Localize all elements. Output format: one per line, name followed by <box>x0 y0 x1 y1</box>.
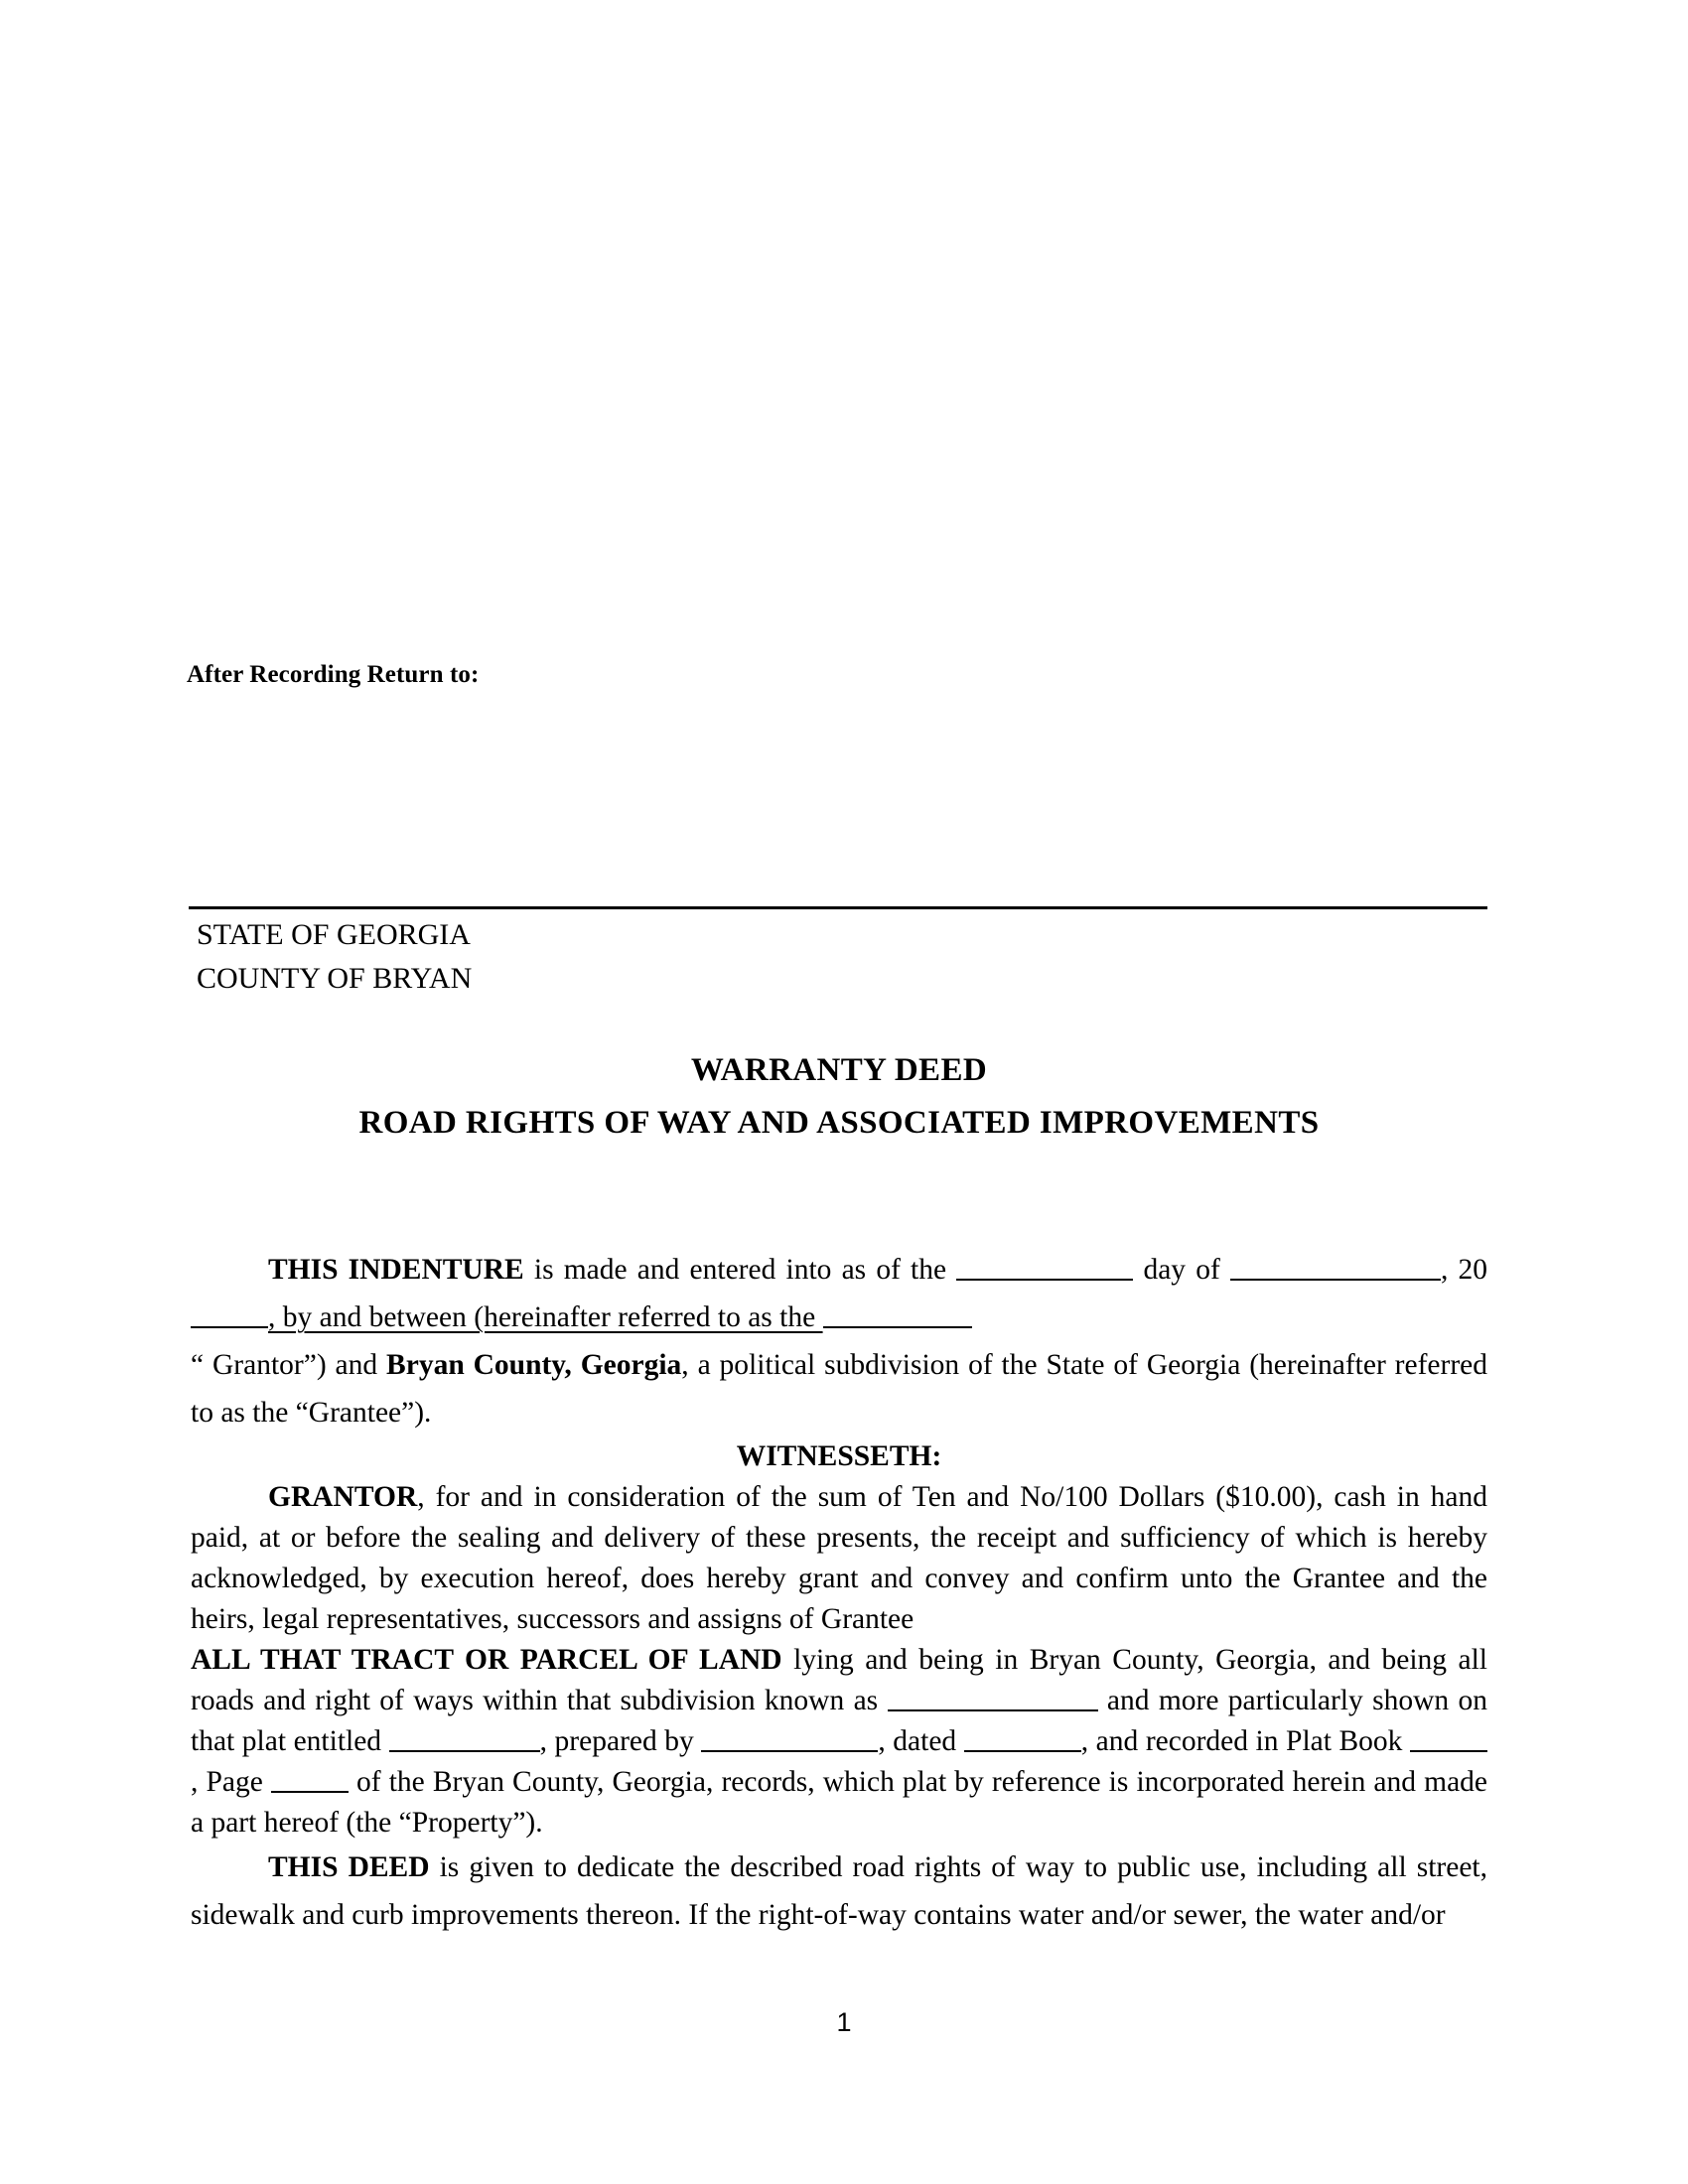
deed-paragraph <box>191 1843 1487 1939</box>
indenture-text-6: , a political subdivision of the State of Georgia (hereinafter referred to as the “Grantee”). <box>191 1349 1487 1429</box>
document-title: WARRANTY DEED <box>690 1052 988 1088</box>
county-line: COUNTY OF BRYAN <box>197 962 473 995</box>
indenture-text-3: , 20 <box>1440 1254 1488 1286</box>
grantor-name-field[interactable]: , by and between (hereinafter referred to as the <box>268 1301 823 1333</box>
plat-book-blank[interactable] <box>1410 1722 1487 1752</box>
indenture-text-5: “ Grantor”) and <box>191 1349 387 1381</box>
header-divider-rule <box>189 906 1487 909</box>
year-blank-field[interactable] <box>191 1298 268 1328</box>
tract-text-2: and more particularly shown on that plat entitled <box>191 1685 1487 1757</box>
tract-text-6: , Page <box>191 1766 271 1798</box>
deed-lead-bold: THIS DEED <box>268 1851 430 1883</box>
tract-paragraph <box>191 1640 1487 1843</box>
plat-title-blank[interactable] <box>389 1722 540 1752</box>
tract-text-1: lying and being in Bryan County, Georgia, and being all roads and right of ways within that subdivision known as <box>191 1644 1487 1716</box>
deed-paragraph-text: is given to dedicate the described road rights of way to public use, including all street, sidewalk and curb improvements thereon. If the right-of-way contains water and/or sewer, the water and/or <box>191 1851 1487 1931</box>
plat-page-blank[interactable] <box>271 1763 349 1793</box>
indenture-lead-bold: THIS INDENTURE <box>268 1254 524 1286</box>
document-body <box>191 1246 1487 1939</box>
day-blank-field[interactable] <box>956 1251 1133 1281</box>
prepared-by-blank[interactable] <box>701 1722 878 1752</box>
grantor-name-field-tail[interactable] <box>823 1298 972 1328</box>
plat-date-blank[interactable] <box>964 1722 1081 1752</box>
tract-text-4: , dated <box>878 1725 964 1757</box>
grantor-paragraph-text: , for and in consideration of the sum of Ten and No/100 Dollars ($10.00), cash in hand paid, at or before the sealing and delivery of these presents, the receipt and sufficiency of which is hereby acknowledged, by execution hereof, does hereby grant and convey and confirm unto the Grantee and the heirs, legal representatives, successors and assigns of Grantee <box>191 1481 1487 1635</box>
tract-text-3: , prepared by <box>539 1725 702 1757</box>
month-blank-field[interactable] <box>1230 1251 1441 1281</box>
grantor-paragraph <box>191 1477 1487 1640</box>
witnesseth-heading: WITNESSETH: <box>736 1440 942 1472</box>
document-subtitle: ROAD RIGHTS OF WAY AND ASSOCIATED IMPROVEMENTS <box>358 1105 1320 1141</box>
indenture-paragraph <box>191 1246 1487 1436</box>
tract-text-7: of the Bryan County, Georgia, records, which plat by reference is incorporated herein and made a part hereof (the “Property”). <box>191 1766 1488 1839</box>
grantor-lead-bold: GRANTOR <box>268 1481 418 1513</box>
subdivision-name-blank[interactable] <box>888 1682 1098 1711</box>
indenture-text-2: day of <box>1133 1254 1230 1286</box>
tract-lead-bold: ALL THAT TRACT OR PARCEL OF LAND <box>191 1644 782 1676</box>
indenture-text-1: is made and entered into as of the <box>523 1254 957 1286</box>
grantee-name-bold: Bryan County, Georgia <box>386 1349 682 1381</box>
state-line: STATE OF GEORGIA <box>197 918 471 951</box>
tract-text-5: , and recorded in Plat Book <box>1080 1725 1410 1757</box>
after-recording-return-to-label: After Recording Return to: <box>187 661 480 688</box>
jurisdiction-block <box>197 913 1487 1001</box>
page-number: 1 <box>836 2007 852 2037</box>
